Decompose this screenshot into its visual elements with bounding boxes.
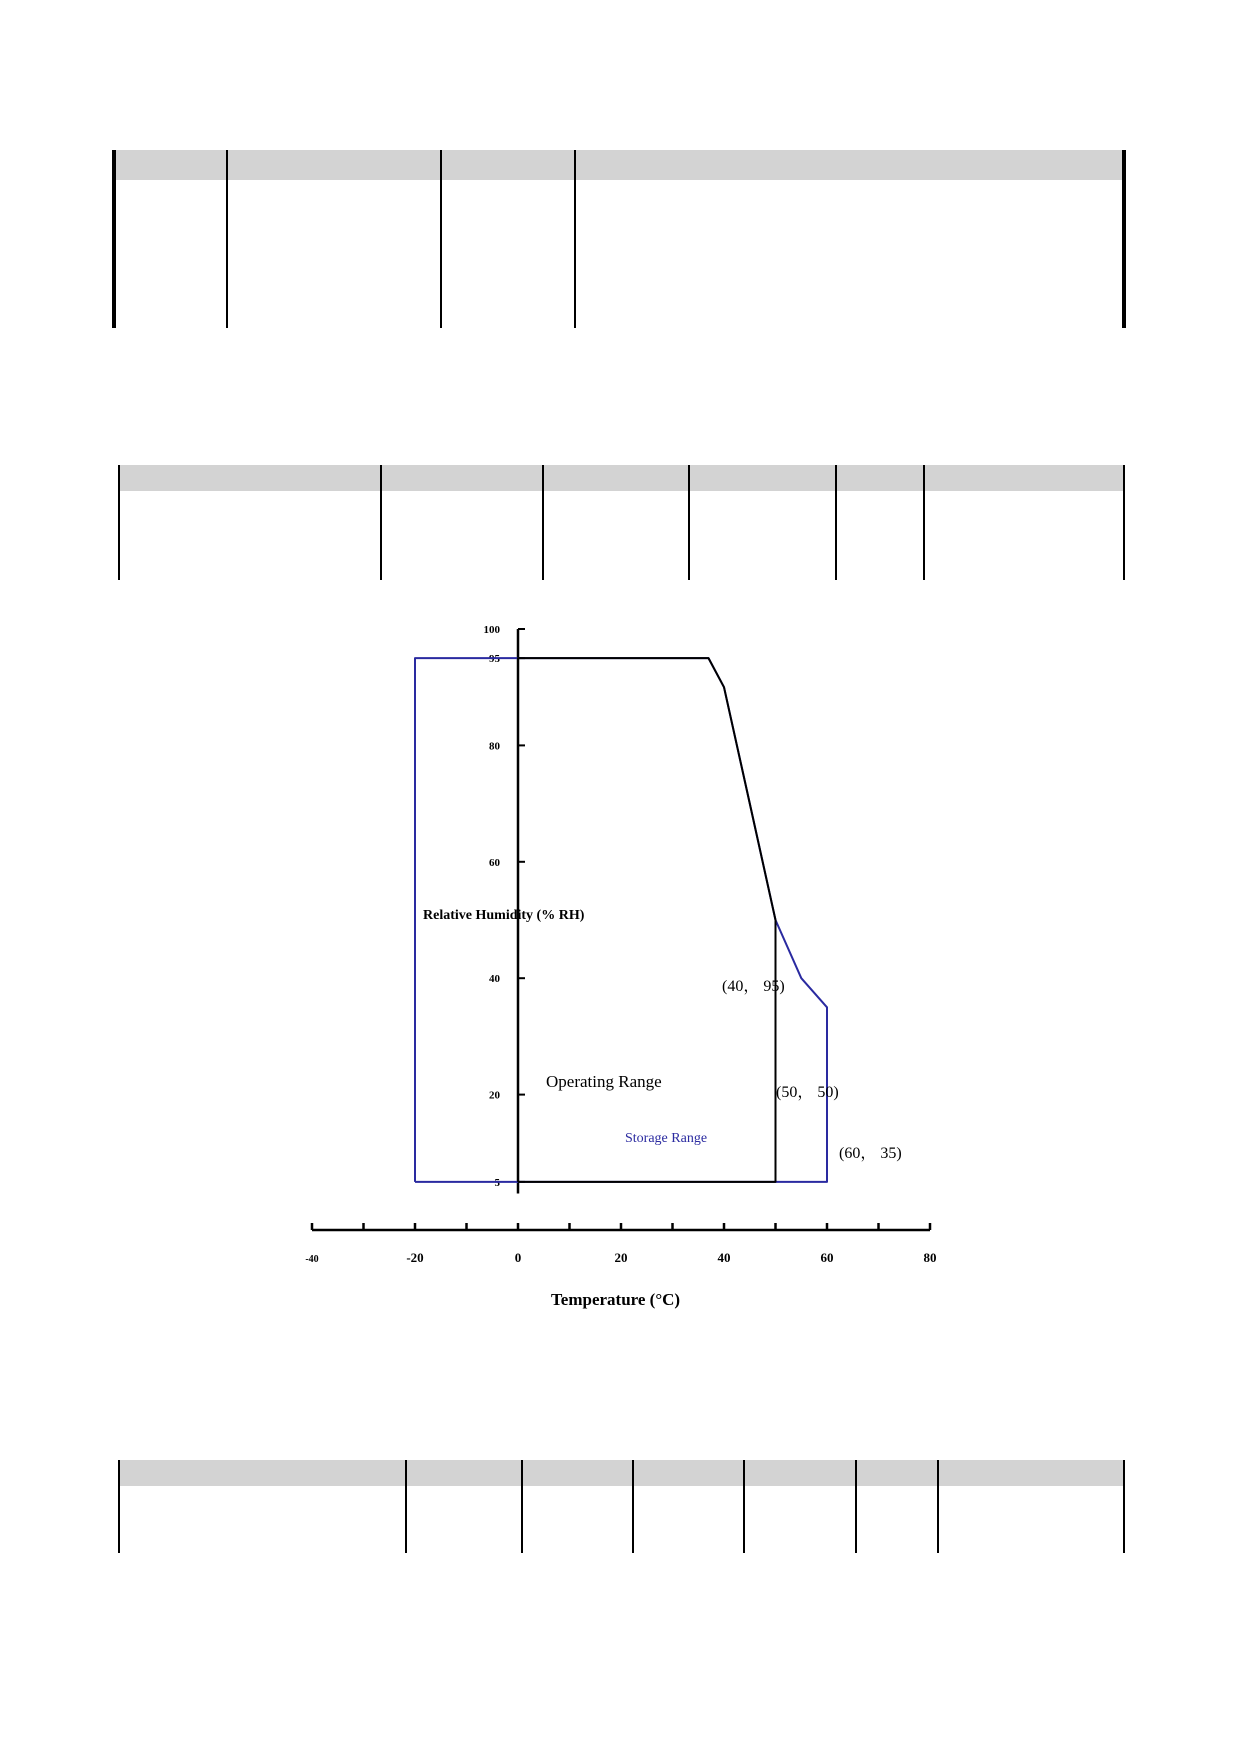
point-label-60-35: (60， 35) — [839, 1145, 902, 1162]
table-column-divider — [632, 1460, 634, 1553]
y-tick-label: 20 — [489, 1089, 500, 1102]
table-3 — [118, 1460, 1125, 1553]
y-tick-label: 5 — [494, 1176, 500, 1189]
point-label-40-95: (40， 95) — [722, 978, 785, 995]
x-tick-label: 80 — [923, 1250, 937, 1265]
table-column-divider — [937, 1460, 939, 1553]
x-tick-label: 0 — [514, 1250, 522, 1265]
x-tick-label: -20 — [406, 1250, 424, 1265]
table-border — [118, 1460, 120, 1553]
y-tick-label: 40 — [489, 973, 500, 986]
y-tick-label: 100 — [483, 624, 500, 636]
y-tick-label: 95 — [489, 653, 500, 666]
x-tick-label: -40 — [305, 1254, 319, 1265]
table-column-divider — [855, 1460, 857, 1553]
storage-range-label: Storage Range — [625, 1131, 708, 1146]
y-tick-label: 80 — [489, 740, 500, 753]
table-column-divider — [743, 1460, 745, 1553]
operating-range-label: Operating Range — [546, 1072, 662, 1091]
y-tick-label: 60 — [489, 856, 500, 869]
x-axis-title: Temperature (°C) — [551, 1290, 681, 1309]
point-label-50-50: (50， 50) — [776, 1084, 839, 1101]
table-column-divider — [405, 1460, 407, 1553]
y-axis-title: Relative Humidity (% RH) — [423, 908, 585, 923]
x-tick-label: 20 — [614, 1250, 628, 1265]
table-header-row — [118, 1460, 1125, 1486]
x-tick-label: 60 — [820, 1250, 834, 1265]
x-tick-label: 40 — [717, 1250, 731, 1265]
table-column-divider — [521, 1460, 523, 1553]
table-border — [1123, 1460, 1125, 1553]
